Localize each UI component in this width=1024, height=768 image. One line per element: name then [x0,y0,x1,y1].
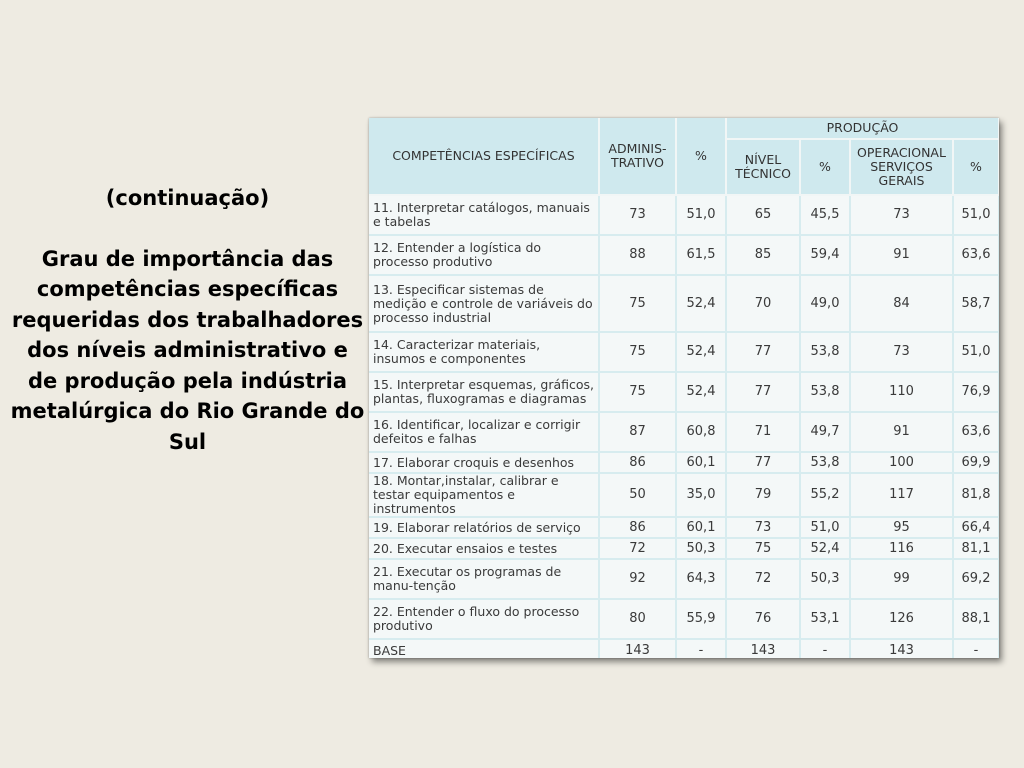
cell-tec-pct: 55,2 [800,473,850,517]
row-label: 19. Elaborar relatórios de serviço [369,517,599,538]
header-nivel-tecnico-pct: % [800,139,850,195]
cell-adm: 86 [599,517,676,538]
cell-adm: 80 [599,599,676,639]
cell-op-pct: 69,2 [953,559,999,599]
cell-op: 117 [850,473,953,517]
cell-op: 126 [850,599,953,639]
cell-adm-pct: 60,1 [676,452,726,473]
cell-adm: 75 [599,275,676,332]
cell-tec-pct: 49,0 [800,275,850,332]
cell-tec-pct: 45,5 [800,195,850,235]
table-row [369,412,999,452]
table-row [369,517,999,538]
row-label: 13. Especificar sistemas de medição e controle de variáveis do processo industrial [369,275,599,332]
cell-op: 84 [850,275,953,332]
cell-op: 116 [850,538,953,559]
row-label: 11. Interpretar catálogos, manuais e tabelas [369,195,599,235]
base-label: BASE [369,639,599,658]
cell-adm: 143 [599,639,676,658]
cell-tec-pct: 53,8 [800,332,850,372]
table-row [369,452,999,473]
caption-subtitle: (continuação) [105,186,270,210]
cell-tec-pct: 59,4 [800,235,850,275]
cell-op: 73 [850,332,953,372]
cell-tec-pct: 50,3 [800,559,850,599]
cell-tec-pct: 49,7 [800,412,850,452]
table-row [369,332,999,372]
cell-tec-pct: 53,8 [800,372,850,412]
cell-op: 100 [850,452,953,473]
cell-tec-pct: 52,4 [800,538,850,559]
table-row [369,559,999,599]
table-row [369,275,999,332]
table-row-base [369,639,999,658]
cell-op-pct: 76,9 [953,372,999,412]
cell-adm: 50 [599,473,676,517]
cell-tec: 72 [726,559,800,599]
cell-tec: 79 [726,473,800,517]
cell-tec: 77 [726,452,800,473]
cell-adm-pct: 35,0 [676,473,726,517]
cell-tec: 70 [726,275,800,332]
header-producao: PRODUÇÃO [726,118,999,139]
cell-tec: 65 [726,195,800,235]
row-label: 16. Identificar, localizar e corrigir defeitos e falhas [369,412,599,452]
row-label: 22. Entender o fluxo do processo produtivo [369,599,599,639]
table-row [369,195,999,235]
cell-tec: 76 [726,599,800,639]
cell-adm-pct: - [676,639,726,658]
cell-op-pct: 51,0 [953,195,999,235]
cell-adm-pct: 52,4 [676,332,726,372]
cell-adm-pct: 64,3 [676,559,726,599]
cell-op-pct: 88,1 [953,599,999,639]
cell-adm: 87 [599,412,676,452]
competencias-table-image [369,118,999,658]
cell-adm-pct: 50,3 [676,538,726,559]
cell-adm-pct: 52,4 [676,372,726,412]
row-label: 17. Elaborar croquis e desenhos [369,452,599,473]
cell-tec-pct: 53,8 [800,452,850,473]
cell-adm: 73 [599,195,676,235]
cell-tec: 73 [726,517,800,538]
cell-op: 143 [850,639,953,658]
cell-op-pct: 63,6 [953,412,999,452]
cell-adm-pct: 61,5 [676,235,726,275]
header-administrativo: ADMINIS-TRATIVO [599,118,676,195]
cell-op-pct: 81,1 [953,538,999,559]
row-label: 15. Interpretar esquemas, gráficos, plantas, fluxogramas e diagramas [369,372,599,412]
cell-tec: 75 [726,538,800,559]
cell-adm-pct: 55,9 [676,599,726,639]
cell-op-pct: - [953,639,999,658]
cell-tec: 77 [726,372,800,412]
cell-op-pct: 58,7 [953,275,999,332]
header-administrativo-pct: % [676,118,726,195]
header-nivel-tecnico: NÍVEL TÉCNICO [726,139,800,195]
cell-adm: 88 [599,235,676,275]
cell-op: 99 [850,559,953,599]
cell-tec-pct: - [800,639,850,658]
cell-op: 95 [850,517,953,538]
cell-tec: 143 [726,639,800,658]
cell-tec-pct: 53,1 [800,599,850,639]
cell-adm-pct: 60,1 [676,517,726,538]
cell-tec: 77 [726,332,800,372]
row-label: 14. Caracterizar materiais, insumos e componentes [369,332,599,372]
cell-op: 91 [850,412,953,452]
table-row [369,372,999,412]
cell-op-pct: 51,0 [953,332,999,372]
cell-adm: 92 [599,559,676,599]
cell-adm: 75 [599,372,676,412]
cell-adm: 72 [599,538,676,559]
cell-adm-pct: 51,0 [676,195,726,235]
cell-op: 91 [850,235,953,275]
table-row [369,235,999,275]
table-row [369,599,999,639]
header-operacional: OPERACIONAL SERVIÇOS GERAIS [850,139,953,195]
table-row [369,473,999,517]
row-label: 21. Executar os programas de manu-tenção [369,559,599,599]
cell-op: 110 [850,372,953,412]
cell-tec: 85 [726,235,800,275]
row-label: 12. Entender a logística do processo produtivo [369,235,599,275]
row-label: 18. Montar,instalar, calibrar e testar equipamentos e instrumentos [369,473,599,517]
header-competencias: COMPETÊNCIAS ESPECÍFICAS [369,118,599,195]
caption-title: Grau de importância das competências específicas requeridas dos trabalhadores dos níveis administrativo e de produção pela indústria metalúrgica do Rio Grande do Sul [10,246,365,454]
cell-op-pct: 69,9 [953,452,999,473]
competencias-table [369,118,999,658]
cell-adm: 86 [599,452,676,473]
cell-adm-pct: 52,4 [676,275,726,332]
cell-tec: 71 [726,412,800,452]
slide-caption [10,183,365,457]
cell-op-pct: 81,8 [953,473,999,517]
cell-adm-pct: 60,8 [676,412,726,452]
cell-adm: 75 [599,332,676,372]
cell-op: 73 [850,195,953,235]
table-row [369,538,999,559]
cell-op-pct: 63,6 [953,235,999,275]
cell-op-pct: 66,4 [953,517,999,538]
cell-tec-pct: 51,0 [800,517,850,538]
row-label: 20. Executar ensaios e testes [369,538,599,559]
header-operacional-pct: % [953,139,999,195]
